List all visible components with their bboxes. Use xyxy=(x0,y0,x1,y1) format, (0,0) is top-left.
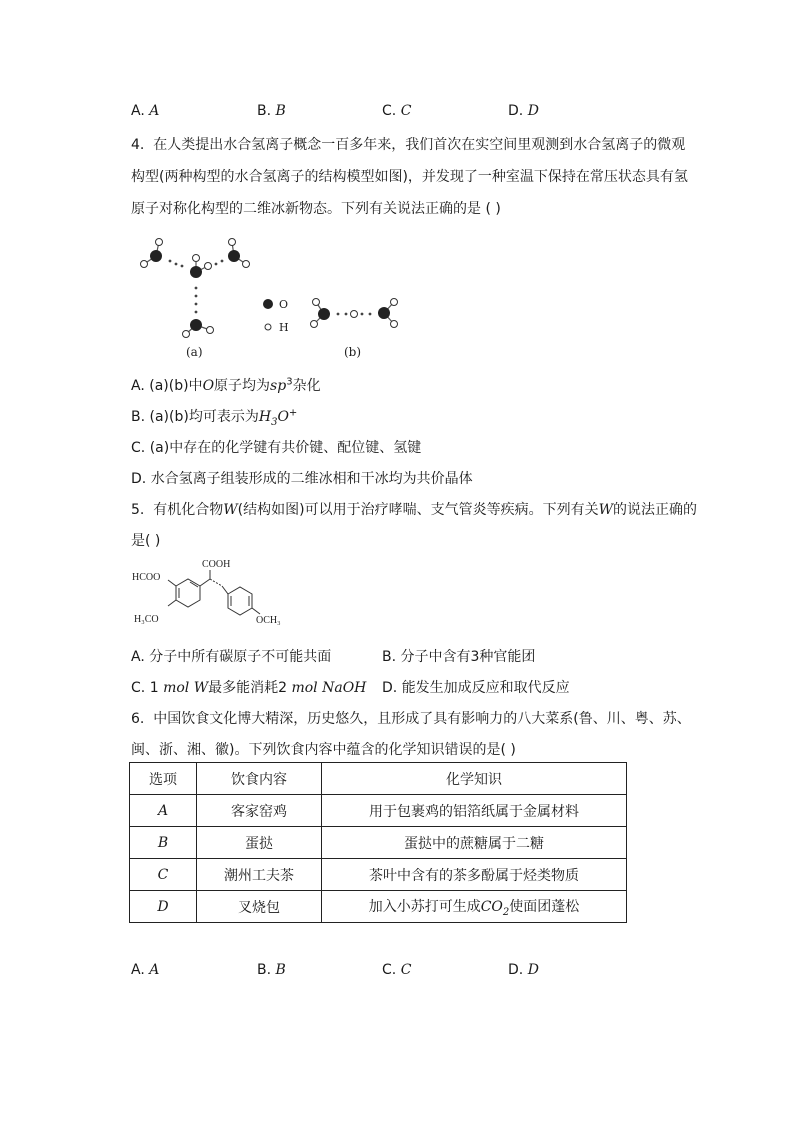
q6-option-a-label: A. xyxy=(131,962,145,978)
header-knowledge: 化学知识 xyxy=(322,763,627,795)
q6-option-a xyxy=(131,962,159,978)
q4-option-a-o: O xyxy=(202,378,215,394)
table-row xyxy=(130,859,627,891)
q5-option-d-label: D. xyxy=(382,680,398,696)
q6-option-a-value: A xyxy=(149,962,160,978)
q6-line1-text: 中国饮食文化博大精深，历史悠久，且形成了具有影响力的八大菜系(鲁、川、粤、苏、 xyxy=(153,711,691,727)
q6-option-d-label: D. xyxy=(508,962,524,978)
q5-option-c-mol: mol W xyxy=(163,680,209,696)
q4-option-b-h: H xyxy=(258,409,272,425)
q6-option-c-label: C. xyxy=(382,962,397,978)
q5-option-b xyxy=(382,646,535,666)
row-c-food: 潮州工夫茶 xyxy=(197,859,322,891)
row-c-knowledge: 茶叶中含有的茶多酚属于烃类物质 xyxy=(322,859,627,891)
q4-option-b-sub: 3 xyxy=(271,416,278,428)
q5-line1-w: W xyxy=(223,502,238,518)
row-d-knowledge xyxy=(322,891,627,923)
q4-option-d xyxy=(131,468,473,488)
q6-line1 xyxy=(131,708,691,728)
header-food: 饮食内容 xyxy=(197,763,322,795)
q3-option-a xyxy=(131,103,159,119)
q5-option-a xyxy=(131,646,331,666)
q5-option-a-label: A. xyxy=(131,649,145,665)
q5-line1-mid: (结构如图)可以用于治疗哮喘、支气管炎等疾病。下列有关 xyxy=(237,502,599,518)
table-row xyxy=(130,827,627,859)
row-b-food: 蛋挞 xyxy=(197,827,322,859)
q4-option-a xyxy=(131,375,321,395)
q6-option-b xyxy=(257,962,286,978)
hydronium-structure-figure xyxy=(136,232,386,362)
legend-o-label: O xyxy=(279,298,289,311)
q6-option-b-label: B. xyxy=(257,962,272,978)
row-d-knowledge-post: 使面团蓬松 xyxy=(509,898,580,915)
q5-number: 5. xyxy=(131,502,145,518)
q5-line1-post: 的说法正确的 xyxy=(612,502,697,518)
cooh-label: COOH xyxy=(202,559,231,570)
row-a-knowledge: 用于包裹鸡的铝箔纸属于金属材料 xyxy=(322,795,627,827)
q4-option-c-text: (a)中存在的化学键有共价键、配位键、氢键 xyxy=(149,440,422,456)
q4-line2: 构型(两种构型的水合氢离子的结构模型如图)，并发现了一种室温下保持在常压状态具有氢 xyxy=(131,169,688,185)
q4-option-a-label: A. xyxy=(131,378,145,394)
q4-option-d-text: 水合氢离子组装形成的二维冰相和干冰均为共价晶体 xyxy=(150,471,473,487)
q5-option-c-label: C. xyxy=(131,680,146,696)
q3-option-a-value: A xyxy=(149,103,160,119)
q4-option-a-sp: sp xyxy=(270,378,287,394)
q5-option-b-text: 分子中含有3种官能团 xyxy=(400,649,536,665)
q4-line1-text: 在人类提出水合氢离子概念一百多年来，我们首次在实空间里观测到水合氢离子的微观 xyxy=(153,137,686,153)
q3-option-c-label: C. xyxy=(382,103,397,119)
q5-line1-pre: 有机化合物 xyxy=(153,502,224,518)
q6-option-d xyxy=(508,962,539,978)
q5-option-b-label: B. xyxy=(382,649,397,665)
q5-line2: 是( ) xyxy=(131,533,161,549)
q5-option-c-naoh: mol NaOH xyxy=(291,680,367,696)
h3co-label: H₃CO xyxy=(134,614,159,625)
q5-option-c-mid: 最多能消耗2 xyxy=(208,680,288,696)
q5-option-d xyxy=(382,677,570,697)
row-d-option: D xyxy=(130,891,197,923)
q5-option-c xyxy=(131,677,366,697)
food-chemistry-table xyxy=(129,762,627,923)
q3-option-a-label: A. xyxy=(131,103,145,119)
q4-option-a-post: 杂化 xyxy=(292,378,321,394)
header-option: 选项 xyxy=(130,763,197,795)
row-d-knowledge-pre: 加入小苏打可生成 xyxy=(368,898,481,915)
row-b-option: B xyxy=(130,827,197,859)
q4-option-c-label: C. xyxy=(131,440,146,456)
q4-line3: 原子对称化构型的二维冰新物态。下列有关说法正确的是 ( ) xyxy=(131,201,501,217)
q3-option-d xyxy=(508,103,539,119)
figure-b-label: (b) xyxy=(344,345,362,359)
table-header-row xyxy=(130,763,627,795)
q5-line1-w2: W xyxy=(598,502,613,518)
hcoo-label: HCOO xyxy=(132,572,161,583)
row-d-food: 叉烧包 xyxy=(197,891,322,923)
row-d-knowledge-formula: CO xyxy=(480,898,503,915)
q4-option-b-sup: + xyxy=(288,407,298,419)
figure-a-label: (a) xyxy=(186,345,203,359)
och3-label: OCH₃ xyxy=(256,615,281,626)
table-row xyxy=(130,891,627,923)
q4-option-a-mid: 原子均为 xyxy=(214,378,271,394)
q6-option-d-value: D xyxy=(527,962,539,978)
q4-option-a-pre: (a)(b)中 xyxy=(149,378,203,394)
q3-option-d-label: D. xyxy=(508,103,524,119)
q4-option-d-label: D. xyxy=(131,471,147,487)
q4-option-c xyxy=(131,437,421,457)
table-row xyxy=(130,795,627,827)
q4-option-b-pre: (a)(b)均可表示为 xyxy=(149,409,259,425)
row-d-knowledge-sub: 2 xyxy=(502,906,510,918)
q6-option-b-value: B xyxy=(275,962,286,978)
q5-option-c-pre: 1 xyxy=(149,680,159,696)
q4-number: 4. xyxy=(131,137,145,153)
q4-option-b xyxy=(131,406,297,428)
q5-option-d-text: 能发生加成反应和取代反应 xyxy=(401,680,570,696)
q6-line2: 闽、浙、湘、徽)。下列饮食内容中蕴含的化学知识错误的是( ) xyxy=(131,742,516,758)
q4-option-b-o: O xyxy=(277,409,289,425)
q3-option-b xyxy=(257,103,286,119)
q4-option-a-sup: 3 xyxy=(286,376,293,388)
q3-option-d-value: D xyxy=(527,103,539,119)
q5-option-a-text: 分子中所有碳原子不可能共面 xyxy=(149,649,332,665)
q3-option-c-value: C xyxy=(400,103,412,119)
q3-option-c xyxy=(382,103,411,119)
q5-line1 xyxy=(131,499,697,519)
q4-line1 xyxy=(131,134,685,154)
legend-h-label: H xyxy=(279,321,289,334)
q6-number: 6. xyxy=(131,711,145,727)
row-b-knowledge: 蛋挞中的蔗糖属于二糖 xyxy=(322,827,627,859)
q6-option-c-value: C xyxy=(400,962,412,978)
row-a-food: 客家窑鸡 xyxy=(197,795,322,827)
row-a-option: A xyxy=(130,795,197,827)
q4-option-b-label: B. xyxy=(131,409,146,425)
compound-w-structure xyxy=(132,558,292,628)
row-c-option: C xyxy=(130,859,197,891)
q6-option-c xyxy=(382,962,411,978)
q3-option-b-value: B xyxy=(275,103,286,119)
q3-option-b-label: B. xyxy=(257,103,272,119)
